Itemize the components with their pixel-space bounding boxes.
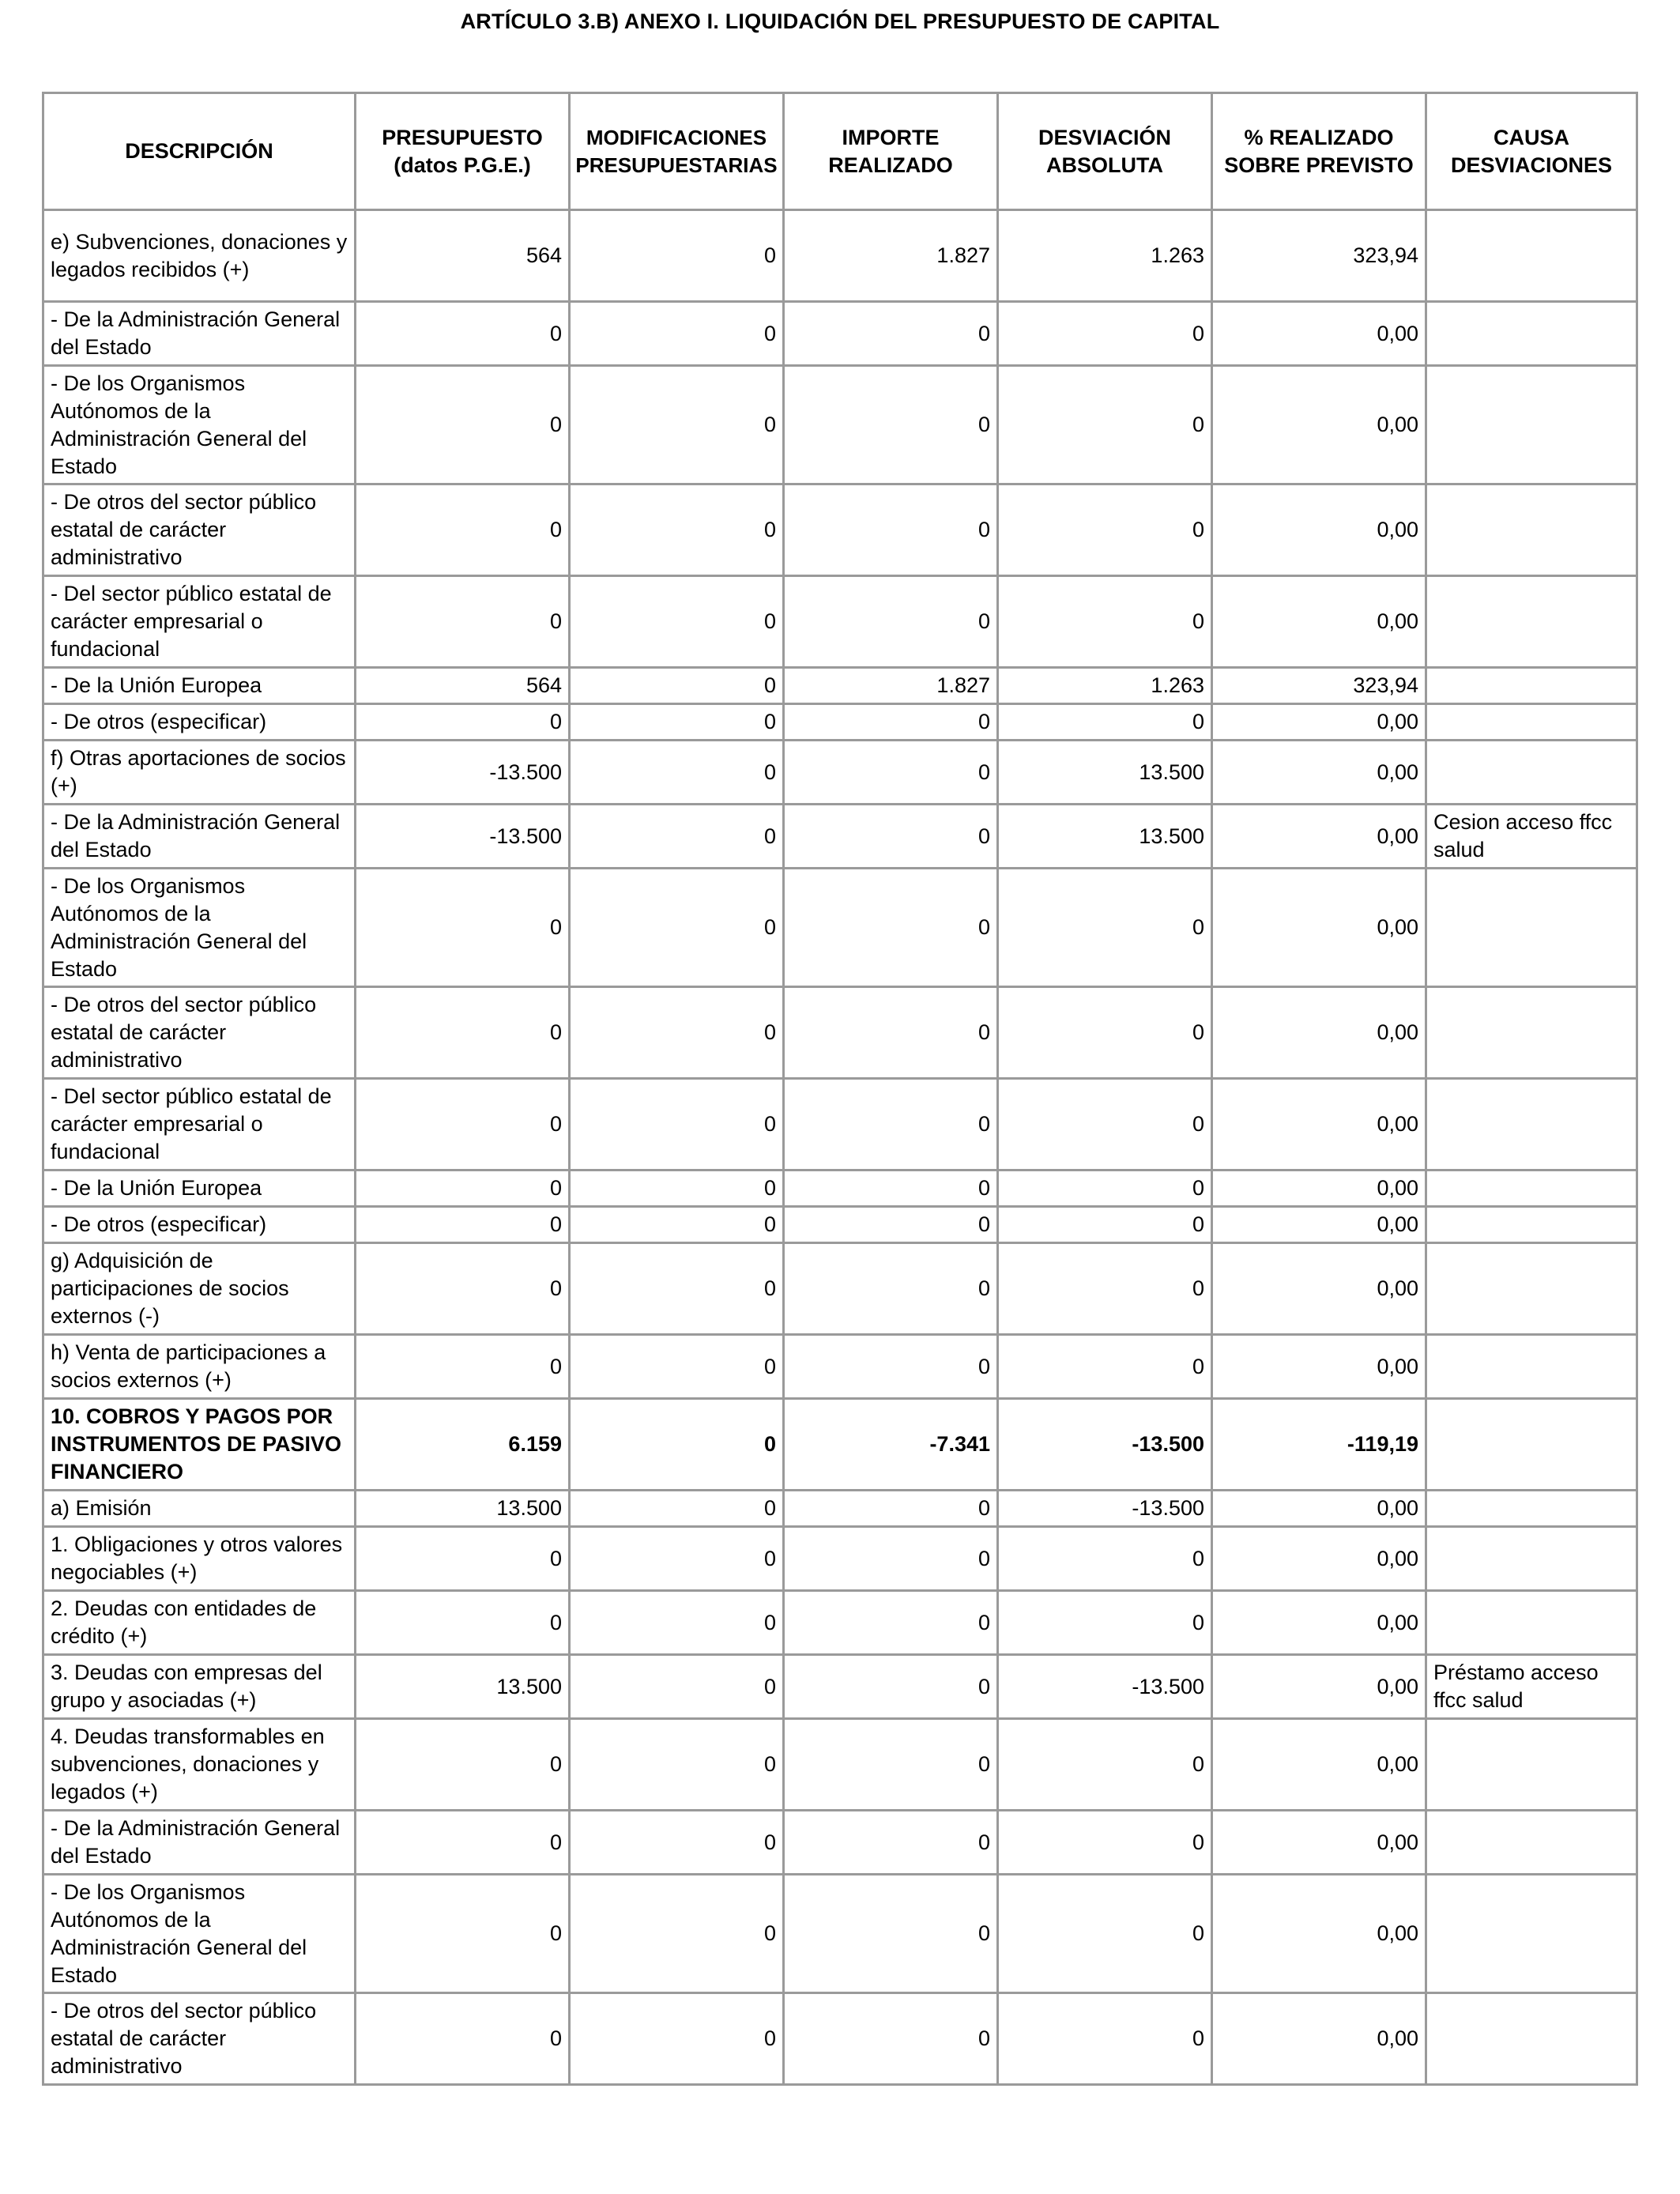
row-causa-desviacion bbox=[1426, 1591, 1637, 1655]
row-causa-desviacion bbox=[1426, 668, 1637, 704]
table-row bbox=[43, 668, 1637, 704]
row-causa-desviacion bbox=[1426, 1171, 1637, 1207]
table-row bbox=[43, 302, 1637, 366]
row-porcentaje-realizado: 0,00 bbox=[1212, 484, 1426, 576]
row-description: - De otros del sector público estatal de carácter administrativo bbox=[43, 484, 356, 576]
row-desviacion-absoluta: 0 bbox=[998, 1207, 1212, 1243]
table-header-row bbox=[43, 93, 1637, 210]
row-description: - De la Administración General del Estado bbox=[43, 302, 356, 366]
row-causa-desviacion bbox=[1426, 1875, 1637, 1993]
row-presupuesto: 0 bbox=[356, 1591, 570, 1655]
row-importe-realizado: 0 bbox=[784, 1719, 998, 1811]
row-porcentaje-realizado: 0,00 bbox=[1212, 1811, 1426, 1875]
table-row bbox=[43, 1171, 1637, 1207]
row-modificaciones: 0 bbox=[570, 210, 784, 302]
row-description: - De la Unión Europea bbox=[43, 668, 356, 704]
row-importe-realizado: 0 bbox=[784, 1243, 998, 1335]
row-presupuesto: 0 bbox=[356, 987, 570, 1079]
row-porcentaje-realizado: 0,00 bbox=[1212, 1171, 1426, 1207]
row-modificaciones: 0 bbox=[570, 366, 784, 484]
row-porcentaje-realizado: 0,00 bbox=[1212, 1079, 1426, 1171]
row-porcentaje-realizado: 323,94 bbox=[1212, 210, 1426, 302]
row-porcentaje-realizado: 0,00 bbox=[1212, 302, 1426, 366]
row-modificaciones: 0 bbox=[570, 484, 784, 576]
row-description: - De otros (especificar) bbox=[43, 704, 356, 741]
row-desviacion-absoluta: -13.500 bbox=[998, 1399, 1212, 1491]
row-causa-desviacion bbox=[1426, 302, 1637, 366]
row-importe-realizado: 0 bbox=[784, 1993, 998, 2085]
row-desviacion-absoluta: 0 bbox=[998, 1079, 1212, 1171]
row-importe-realizado: -7.341 bbox=[784, 1399, 998, 1491]
row-desviacion-absoluta: 0 bbox=[998, 1243, 1212, 1335]
row-causa-desviacion bbox=[1426, 1079, 1637, 1171]
header-importe-realizado: IMPORTE REALIZADO bbox=[784, 93, 998, 210]
row-modificaciones: 0 bbox=[570, 741, 784, 805]
row-description: 2. Deudas con entidades de crédito (+) bbox=[43, 1591, 356, 1655]
row-causa-desviacion bbox=[1426, 741, 1637, 805]
row-presupuesto: 0 bbox=[356, 1243, 570, 1335]
row-porcentaje-realizado: 0,00 bbox=[1212, 1591, 1426, 1655]
table-row bbox=[43, 869, 1637, 987]
row-importe-realizado: 0 bbox=[784, 741, 998, 805]
table-row bbox=[43, 805, 1637, 869]
row-desviacion-absoluta: 0 bbox=[998, 484, 1212, 576]
row-porcentaje-realizado: 0,00 bbox=[1212, 1335, 1426, 1399]
row-causa-desviacion bbox=[1426, 576, 1637, 668]
row-presupuesto: 0 bbox=[356, 704, 570, 741]
row-porcentaje-realizado: 0,00 bbox=[1212, 1875, 1426, 1993]
table-row bbox=[43, 1719, 1637, 1811]
row-importe-realizado: 1.827 bbox=[784, 668, 998, 704]
header-presupuesto: PRESUPUESTO (datos P.G.E.) bbox=[356, 93, 570, 210]
row-description: - De la Unión Europea bbox=[43, 1171, 356, 1207]
row-modificaciones: 0 bbox=[570, 1993, 784, 2085]
table-body bbox=[43, 210, 1637, 2085]
row-presupuesto: 0 bbox=[356, 1527, 570, 1591]
row-presupuesto: -13.500 bbox=[356, 741, 570, 805]
row-desviacion-absoluta: 13.500 bbox=[998, 805, 1212, 869]
row-description: e) Subvenciones, donaciones y legados recibidos (+) bbox=[43, 210, 356, 302]
row-presupuesto: 0 bbox=[356, 366, 570, 484]
row-presupuesto: 13.500 bbox=[356, 1491, 570, 1527]
row-presupuesto: 564 bbox=[356, 210, 570, 302]
row-causa-desviacion bbox=[1426, 1243, 1637, 1335]
row-importe-realizado: 0 bbox=[784, 805, 998, 869]
row-desviacion-absoluta: 1.263 bbox=[998, 668, 1212, 704]
row-description: a) Emisión bbox=[43, 1491, 356, 1527]
row-desviacion-absoluta: 0 bbox=[998, 1171, 1212, 1207]
table-row bbox=[43, 704, 1637, 741]
row-importe-realizado: 0 bbox=[784, 366, 998, 484]
row-presupuesto: 0 bbox=[356, 576, 570, 668]
table-row bbox=[43, 1993, 1637, 2085]
row-modificaciones: 0 bbox=[570, 1207, 784, 1243]
row-presupuesto: 0 bbox=[356, 484, 570, 576]
row-presupuesto: 0 bbox=[356, 1811, 570, 1875]
row-description: 4. Deudas transformables en subvenciones, donaciones y legados (+) bbox=[43, 1719, 356, 1811]
row-desviacion-absoluta: 0 bbox=[998, 576, 1212, 668]
row-description: - De otros del sector público estatal de carácter administrativo bbox=[43, 987, 356, 1079]
table-row bbox=[43, 1079, 1637, 1171]
table-row bbox=[43, 1591, 1637, 1655]
row-desviacion-absoluta: 0 bbox=[998, 987, 1212, 1079]
row-desviacion-absoluta: 0 bbox=[998, 366, 1212, 484]
row-porcentaje-realizado: 0,00 bbox=[1212, 576, 1426, 668]
row-presupuesto: 0 bbox=[356, 302, 570, 366]
row-causa-desviacion: Préstamo acceso ffcc salud bbox=[1426, 1655, 1637, 1719]
row-importe-realizado: 0 bbox=[784, 576, 998, 668]
row-importe-realizado: 0 bbox=[784, 1875, 998, 1993]
row-causa-desviacion bbox=[1426, 869, 1637, 987]
row-description: - De otros (especificar) bbox=[43, 1207, 356, 1243]
row-causa-desviacion bbox=[1426, 1527, 1637, 1591]
page-title: ARTÍCULO 3.B) ANEXO I. LIQUIDACIÓN DEL PRESUPUESTO DE CAPITAL bbox=[460, 9, 1220, 33]
row-description: - De los Organismos Autónomos de la Administración General del Estado bbox=[43, 869, 356, 987]
row-porcentaje-realizado: 0,00 bbox=[1212, 1207, 1426, 1243]
row-causa-desviacion bbox=[1426, 210, 1637, 302]
table-row bbox=[43, 1811, 1637, 1875]
row-causa-desviacion bbox=[1426, 1491, 1637, 1527]
row-description: - De la Administración General del Estado bbox=[43, 1811, 356, 1875]
row-modificaciones: 0 bbox=[570, 1171, 784, 1207]
table-row bbox=[43, 1399, 1637, 1491]
row-presupuesto: 0 bbox=[356, 1875, 570, 1993]
row-porcentaje-realizado: 0,00 bbox=[1212, 987, 1426, 1079]
row-causa-desviacion bbox=[1426, 484, 1637, 576]
row-modificaciones: 0 bbox=[570, 576, 784, 668]
row-presupuesto: -13.500 bbox=[356, 805, 570, 869]
row-description: - De la Administración General del Estado bbox=[43, 805, 356, 869]
row-modificaciones: 0 bbox=[570, 1243, 784, 1335]
row-causa-desviacion bbox=[1426, 1207, 1637, 1243]
row-causa-desviacion bbox=[1426, 704, 1637, 741]
row-description: 1. Obligaciones y otros valores negociables (+) bbox=[43, 1527, 356, 1591]
table-row bbox=[43, 366, 1637, 484]
row-presupuesto: 0 bbox=[356, 1993, 570, 2085]
row-modificaciones: 0 bbox=[570, 1335, 784, 1399]
row-modificaciones: 0 bbox=[570, 1491, 784, 1527]
table-row bbox=[43, 987, 1637, 1079]
row-desviacion-absoluta: 0 bbox=[998, 704, 1212, 741]
row-porcentaje-realizado: 0,00 bbox=[1212, 1491, 1426, 1527]
row-description: - De los Organismos Autónomos de la Administración General del Estado bbox=[43, 1875, 356, 1993]
row-modificaciones: 0 bbox=[570, 1399, 784, 1491]
table-row bbox=[43, 741, 1637, 805]
table-row bbox=[43, 1875, 1637, 1993]
table-row bbox=[43, 1491, 1637, 1527]
row-presupuesto: 0 bbox=[356, 1079, 570, 1171]
row-description: - Del sector público estatal de carácter empresarial o fundacional bbox=[43, 1079, 356, 1171]
row-causa-desviacion bbox=[1426, 1335, 1637, 1399]
row-causa-desviacion bbox=[1426, 1811, 1637, 1875]
row-porcentaje-realizado: 0,00 bbox=[1212, 704, 1426, 741]
row-importe-realizado: 0 bbox=[784, 1207, 998, 1243]
row-porcentaje-realizado: 0,00 bbox=[1212, 869, 1426, 987]
row-modificaciones: 0 bbox=[570, 1079, 784, 1171]
row-modificaciones: 0 bbox=[570, 1719, 784, 1811]
row-porcentaje-realizado: 0,00 bbox=[1212, 1655, 1426, 1719]
row-description: h) Venta de participaciones a socios externos (+) bbox=[43, 1335, 356, 1399]
row-causa-desviacion bbox=[1426, 1719, 1637, 1811]
row-desviacion-absoluta: 0 bbox=[998, 1719, 1212, 1811]
row-importe-realizado: 0 bbox=[784, 1491, 998, 1527]
row-porcentaje-realizado: 0,00 bbox=[1212, 1527, 1426, 1591]
row-importe-realizado: 1.827 bbox=[784, 210, 998, 302]
row-porcentaje-realizado: 0,00 bbox=[1212, 1719, 1426, 1811]
row-porcentaje-realizado: 0,00 bbox=[1212, 1993, 1426, 2085]
row-porcentaje-realizado: 323,94 bbox=[1212, 668, 1426, 704]
row-presupuesto: 0 bbox=[356, 1207, 570, 1243]
row-importe-realizado: 0 bbox=[784, 1171, 998, 1207]
row-presupuesto: 0 bbox=[356, 1171, 570, 1207]
row-importe-realizado: 0 bbox=[784, 987, 998, 1079]
row-description: - De los Organismos Autónomos de la Administración General del Estado bbox=[43, 366, 356, 484]
row-modificaciones: 0 bbox=[570, 1591, 784, 1655]
row-causa-desviacion bbox=[1426, 1993, 1637, 2085]
row-desviacion-absoluta: 0 bbox=[998, 1591, 1212, 1655]
row-desviacion-absoluta: 0 bbox=[998, 302, 1212, 366]
header-causa-desviaciones: CAUSA DESVIACIONES bbox=[1426, 93, 1637, 210]
row-description: g) Adquisición de participaciones de socios externos (-) bbox=[43, 1243, 356, 1335]
row-importe-realizado: 0 bbox=[784, 1335, 998, 1399]
row-porcentaje-realizado: -119,19 bbox=[1212, 1399, 1426, 1491]
row-importe-realizado: 0 bbox=[784, 484, 998, 576]
row-modificaciones: 0 bbox=[570, 704, 784, 741]
header-porcentaje-realizado: % REALIZADO SOBRE PREVISTO bbox=[1212, 93, 1426, 210]
row-causa-desviacion bbox=[1426, 987, 1637, 1079]
row-porcentaje-realizado: 0,00 bbox=[1212, 741, 1426, 805]
row-description: 3. Deudas con empresas del grupo y asociadas (+) bbox=[43, 1655, 356, 1719]
row-importe-realizado: 0 bbox=[784, 704, 998, 741]
table-row bbox=[43, 210, 1637, 302]
row-importe-realizado: 0 bbox=[784, 1527, 998, 1591]
row-presupuesto: 6.159 bbox=[356, 1399, 570, 1491]
row-modificaciones: 0 bbox=[570, 1527, 784, 1591]
row-importe-realizado: 0 bbox=[784, 869, 998, 987]
row-causa-desviacion: Cesion acceso ffcc salud bbox=[1426, 805, 1637, 869]
row-modificaciones: 0 bbox=[570, 1811, 784, 1875]
row-causa-desviacion bbox=[1426, 366, 1637, 484]
table-row bbox=[43, 576, 1637, 668]
row-desviacion-absoluta: 0 bbox=[998, 869, 1212, 987]
row-modificaciones: 0 bbox=[570, 869, 784, 987]
table-row bbox=[43, 1527, 1637, 1591]
table-row bbox=[43, 1655, 1637, 1719]
row-desviacion-absoluta: 0 bbox=[998, 1335, 1212, 1399]
row-desviacion-absoluta: 13.500 bbox=[998, 741, 1212, 805]
row-presupuesto: 13.500 bbox=[356, 1655, 570, 1719]
row-description: f) Otras aportaciones de socios (+) bbox=[43, 741, 356, 805]
row-desviacion-absoluta: 0 bbox=[998, 1811, 1212, 1875]
row-importe-realizado: 0 bbox=[784, 1591, 998, 1655]
table-row bbox=[43, 1207, 1637, 1243]
header-modificaciones: MODIFICACIONES PRESUPUESTARIAS bbox=[570, 93, 784, 210]
row-desviacion-absoluta: 0 bbox=[998, 1527, 1212, 1591]
row-modificaciones: 0 bbox=[570, 987, 784, 1079]
row-desviacion-absoluta: 1.263 bbox=[998, 210, 1212, 302]
row-presupuesto: 0 bbox=[356, 1719, 570, 1811]
row-modificaciones: 0 bbox=[570, 302, 784, 366]
row-desviacion-absoluta: 0 bbox=[998, 1993, 1212, 2085]
budget-table bbox=[42, 92, 1638, 2086]
row-porcentaje-realizado: 0,00 bbox=[1212, 1243, 1426, 1335]
row-description: - Del sector público estatal de carácter empresarial o fundacional bbox=[43, 576, 356, 668]
row-modificaciones: 0 bbox=[570, 1875, 784, 1993]
row-description: 10. COBROS Y PAGOS POR INSTRUMENTOS DE PASIVO FINANCIERO bbox=[43, 1399, 356, 1491]
row-importe-realizado: 0 bbox=[784, 302, 998, 366]
row-desviacion-absoluta: 0 bbox=[998, 1875, 1212, 1993]
row-causa-desviacion bbox=[1426, 1399, 1637, 1491]
table-row bbox=[43, 484, 1637, 576]
row-presupuesto: 0 bbox=[356, 869, 570, 987]
row-modificaciones: 0 bbox=[570, 805, 784, 869]
table-row bbox=[43, 1335, 1637, 1399]
row-importe-realizado: 0 bbox=[784, 1811, 998, 1875]
header-descripcion: DESCRIPCIÓN bbox=[43, 93, 356, 210]
row-modificaciones: 0 bbox=[570, 1655, 784, 1719]
row-desviacion-absoluta: -13.500 bbox=[998, 1491, 1212, 1527]
row-porcentaje-realizado: 0,00 bbox=[1212, 805, 1426, 869]
row-modificaciones: 0 bbox=[570, 668, 784, 704]
row-importe-realizado: 0 bbox=[784, 1655, 998, 1719]
header-desviacion-absoluta: DESVIACIÓN ABSOLUTA bbox=[998, 93, 1212, 210]
table-row bbox=[43, 1243, 1637, 1335]
row-description: - De otros del sector público estatal de carácter administrativo bbox=[43, 1993, 356, 2085]
row-presupuesto: 0 bbox=[356, 1335, 570, 1399]
row-importe-realizado: 0 bbox=[784, 1079, 998, 1171]
row-presupuesto: 564 bbox=[356, 668, 570, 704]
row-desviacion-absoluta: -13.500 bbox=[998, 1655, 1212, 1719]
row-porcentaje-realizado: 0,00 bbox=[1212, 366, 1426, 484]
